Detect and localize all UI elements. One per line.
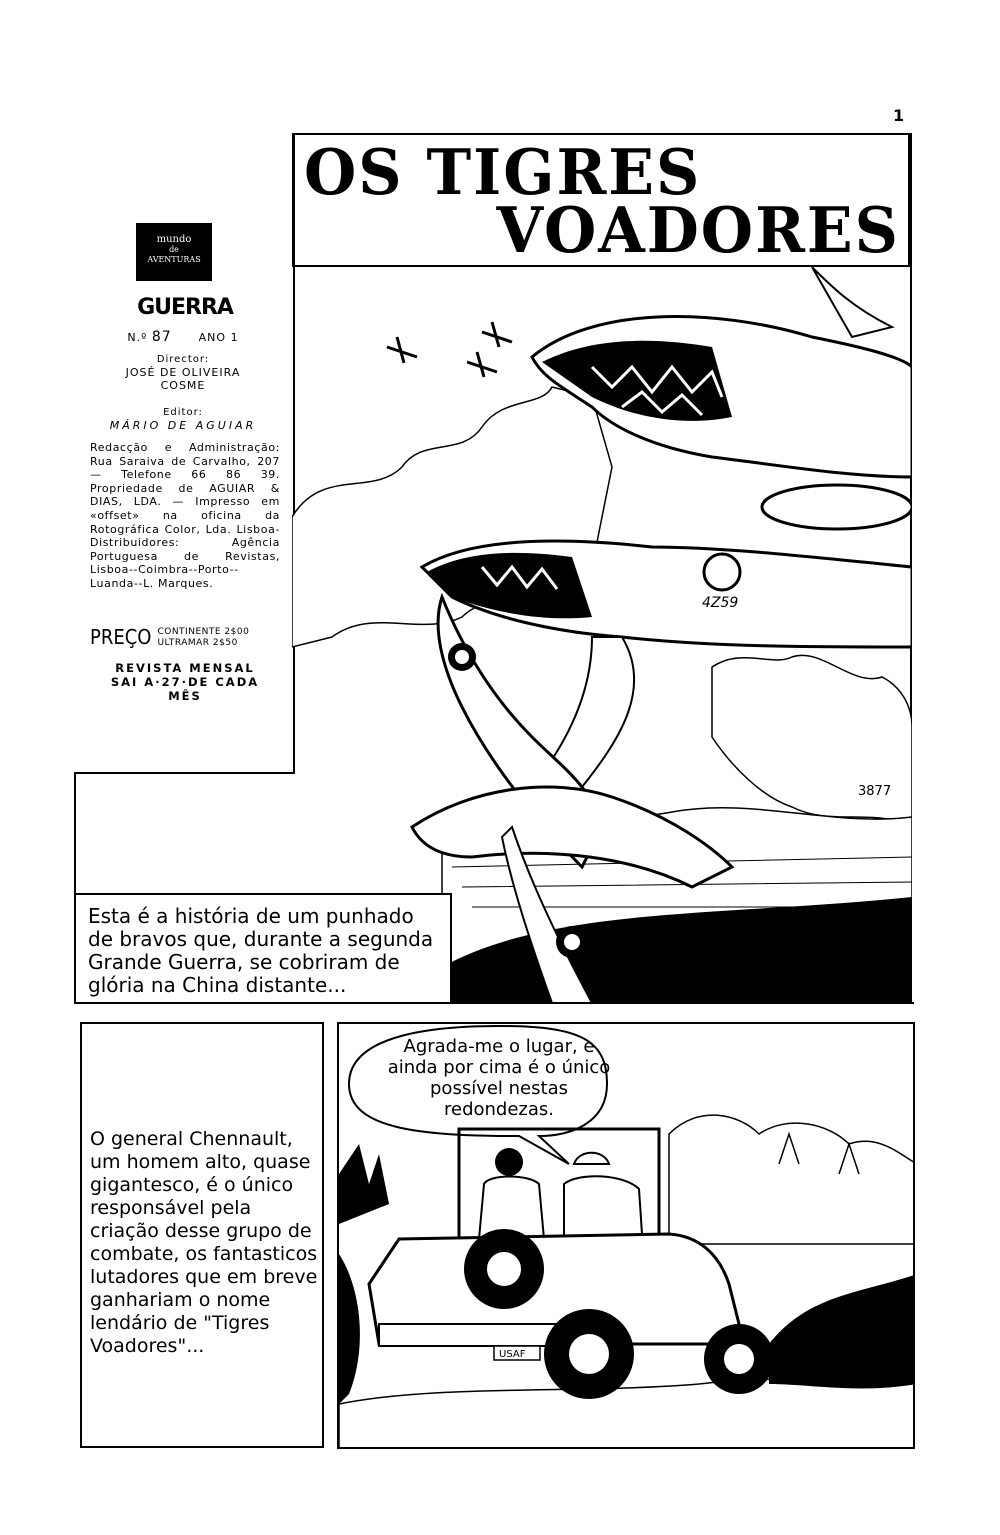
magazine-logo (136, 223, 212, 281)
schedule-line-1: REVISTA MENSAL (115, 661, 255, 675)
jeep-plate: USAF (499, 1349, 526, 1360)
narration-text: O general Chennault, um homem alto, quase gigantesco, é o único responsável pela criação desse grupo de combate, os fantasticos lutadores que em breve ganhariam o nome lendário de "Tigres Voadores"... (90, 1128, 318, 1357)
director-name-1: JOSÉ DE OLIVEIRA (125, 366, 241, 379)
logo-text-bottom: AVENTURAS (147, 255, 201, 264)
schedule-line-2: SAI A·27·DE CADA (110, 675, 260, 689)
editor-name: MÁRIO DE AGUIAR (109, 419, 257, 432)
issue-number: 87 (151, 329, 172, 345)
narration-panel (80, 1022, 324, 1448)
caption-text: Esta é a história de um punhado de bravos que, durante a segunda Grande Guerra, se cobriram de glória na China distante... (88, 904, 434, 997)
director-name-2: COSME (160, 379, 206, 392)
schedule (90, 661, 280, 703)
logo-text (136, 235, 212, 265)
jeep-scene-panel (337, 1022, 915, 1449)
masthead (76, 133, 294, 773)
art-number: 3877 (858, 784, 892, 799)
issue-line (88, 331, 278, 344)
series-name: GUERRA (137, 295, 233, 320)
caption-box (74, 893, 452, 1004)
page-number: 1 (893, 106, 905, 125)
title-line-2: VOADORES (496, 194, 900, 268)
director-label: Director: (156, 354, 210, 365)
title-line-1: OS TIGRES (304, 136, 702, 210)
logo-text-top: mundo (156, 234, 192, 245)
price-label: PREÇO (90, 625, 152, 649)
price-ultramar: ULTRAMAR 2$50 (157, 638, 238, 648)
speech-balloon-text: Agrada-me o lugar, e ainda por cima é o único possível nestas redondezas. (387, 1036, 611, 1120)
editor-label: Editor: (163, 407, 203, 418)
issue-year: ANO 1 (198, 331, 239, 344)
credits-text: Redacção e Administração: Rua Saraiva de Carvalho, 207 — Telefone 66 86 39. Propriedade de AGUIAR & DIAS, LDA. — Impresso em «offset» na oficina da Rotográfica Color, Lda. Lisboa-Distribuidores: Agência Portuguesa de Revistas, Lisboa--Coimbra--Porto--Luanda--L. Marques. (90, 441, 280, 590)
logo-text-middle: de (169, 245, 179, 254)
schedule-line-3: MÊS (168, 689, 202, 703)
price-block (90, 625, 280, 649)
plane-marking: 4Z59 (702, 595, 739, 611)
title-panel (292, 133, 910, 267)
issue-number-label: N.º (127, 331, 148, 344)
price-continente: CONTINENTE 2$00 (157, 627, 250, 637)
